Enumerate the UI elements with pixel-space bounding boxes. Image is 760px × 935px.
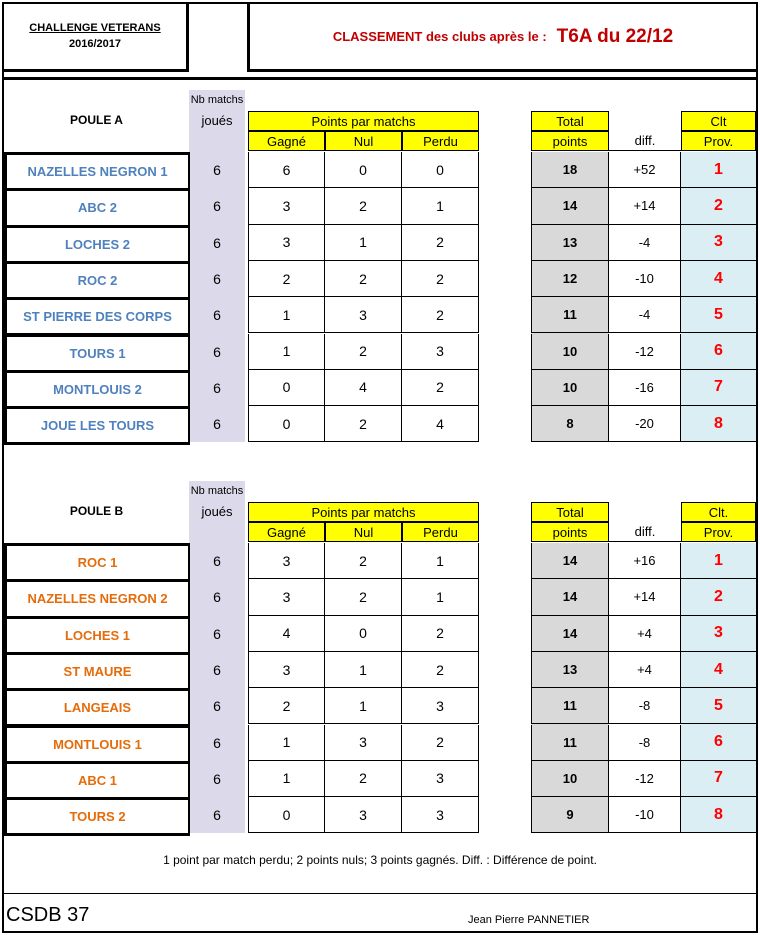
team-name: LOCHES 1	[4, 616, 190, 655]
classement-header	[247, 4, 756, 72]
lost-cell: 3	[402, 797, 479, 833]
won-cell: 2	[248, 261, 325, 297]
draw-cell: 1	[325, 688, 402, 724]
played-cell: 6	[213, 589, 221, 606]
lost-cell: 3	[402, 334, 479, 370]
total-header: Total	[531, 502, 609, 522]
diff-cell: -4	[609, 297, 681, 333]
points-per-match-header: Points par matchs	[248, 502, 479, 522]
lost-cell: 2	[402, 370, 479, 406]
won-header: Gagné	[248, 522, 325, 542]
rank-header: Clt.	[681, 502, 756, 522]
draw-cell: 2	[325, 543, 402, 579]
won-cell: 3	[248, 652, 325, 688]
rank-header: Clt	[681, 111, 756, 131]
rank-header-prov: Prov.	[681, 131, 756, 151]
diff-cell: -8	[609, 725, 681, 761]
footer-divider	[4, 893, 756, 894]
points-cell: 14	[531, 579, 609, 615]
draw-cell: 0	[325, 616, 402, 652]
draw-cell: 2	[325, 761, 402, 797]
challenge-title: CHALLENGE VETERANS	[29, 22, 161, 34]
draw-cell: 1	[325, 225, 402, 261]
draw-cell: 3	[325, 725, 402, 761]
won-cell: 6	[248, 152, 325, 188]
draw-header: Nul	[325, 522, 402, 542]
diff-cell: -20	[609, 406, 681, 442]
played-cell: 6	[213, 198, 221, 215]
season-label: 2016/2017	[69, 38, 121, 50]
points-cell: 14	[531, 188, 609, 224]
diff-cell: +4	[609, 652, 681, 688]
points-per-match-header: Points par matchs	[248, 111, 479, 131]
draw-cell: 2	[325, 188, 402, 224]
won-cell: 1	[248, 725, 325, 761]
played-cell: 6	[213, 698, 221, 715]
played-cell: 6	[213, 307, 221, 324]
team-name: ST MAURE	[4, 652, 190, 691]
lost-cell: 2	[402, 261, 479, 297]
diff-cell: +52	[609, 152, 681, 188]
pool-name: POULE A	[70, 113, 123, 127]
draw-cell: 3	[325, 797, 402, 833]
lost-cell: 3	[402, 761, 479, 797]
lost-cell: 2	[402, 652, 479, 688]
team-name: JOUE LES TOURS	[4, 406, 190, 445]
rank-cell: 5	[681, 297, 756, 333]
total-header: Total	[531, 111, 609, 131]
played-cell: 6	[213, 162, 221, 179]
played-cell: 6	[213, 343, 221, 360]
rank-cell: 2	[681, 188, 756, 224]
played-header-1: Nb matchs	[190, 485, 244, 497]
played-cell: 6	[213, 379, 221, 396]
won-cell: 3	[248, 188, 325, 224]
won-cell: 1	[248, 761, 325, 797]
points-cell: 10	[531, 370, 609, 406]
diff-header: diff.	[609, 522, 681, 542]
header-divider	[4, 77, 756, 80]
won-cell: 3	[248, 543, 325, 579]
diff-cell: -12	[609, 761, 681, 797]
draw-header: Nul	[325, 131, 402, 151]
lost-cell: 1	[402, 579, 479, 615]
team-name: LOCHES 2	[4, 225, 190, 264]
points-cell: 14	[531, 616, 609, 652]
diff-cell: +4	[609, 616, 681, 652]
lost-cell: 2	[402, 616, 479, 652]
lost-header: Perdu	[402, 522, 479, 542]
played-cell: 6	[213, 807, 221, 824]
won-cell: 2	[248, 688, 325, 724]
team-name: MONTLOUIS 2	[4, 370, 190, 409]
points-cell: 11	[531, 725, 609, 761]
org-label: CSDB 37	[6, 904, 90, 926]
won-cell: 0	[248, 797, 325, 833]
round-label: T6A du 22/12	[556, 25, 674, 47]
draw-cell: 2	[325, 261, 402, 297]
pool-name: POULE B	[69, 504, 124, 518]
team-name: ROC 2	[4, 261, 190, 300]
draw-cell: 3	[325, 297, 402, 333]
diff-header: diff.	[609, 131, 681, 151]
won-cell: 3	[248, 579, 325, 615]
points-cell: 14	[531, 543, 609, 579]
rank-cell: 3	[681, 616, 756, 652]
won-cell: 1	[248, 334, 325, 370]
team-name: LANGEAIS	[4, 688, 190, 727]
lost-cell: 4	[402, 406, 479, 442]
points-cell: 18	[531, 152, 609, 188]
author-label: Jean Pierre PANNETIER	[468, 914, 590, 926]
lost-cell: 1	[402, 543, 479, 579]
won-cell: 1	[248, 297, 325, 333]
rank-cell: 6	[681, 725, 756, 761]
team-name: MONTLOUIS 1	[4, 725, 190, 764]
rank-cell: 1	[681, 543, 756, 579]
points-cell: 11	[531, 688, 609, 724]
diff-cell: -8	[609, 688, 681, 724]
played-cell: 6	[213, 625, 221, 642]
lost-cell: 0	[402, 152, 479, 188]
lost-cell: 2	[402, 725, 479, 761]
won-cell: 3	[248, 225, 325, 261]
diff-cell: -10	[609, 797, 681, 833]
played-cell: 6	[213, 416, 221, 433]
lost-cell: 1	[402, 188, 479, 224]
played-cell: 6	[213, 234, 221, 251]
rank-cell: 5	[681, 688, 756, 724]
played-header-2: joués	[201, 112, 233, 128]
points-cell: 12	[531, 261, 609, 297]
played-header-1: Nb matchs	[190, 94, 244, 106]
draw-cell: 1	[325, 652, 402, 688]
team-name: NAZELLES NEGRON 2	[4, 579, 190, 618]
rank-cell: 7	[681, 370, 756, 406]
draw-cell: 2	[325, 334, 402, 370]
diff-cell: -10	[609, 261, 681, 297]
rank-cell: 4	[681, 261, 756, 297]
diff-cell: -4	[609, 225, 681, 261]
team-name: ABC 2	[4, 188, 190, 227]
points-cell: 8	[531, 406, 609, 442]
diff-cell: +16	[609, 543, 681, 579]
diff-cell: +14	[609, 188, 681, 224]
points-cell: 13	[531, 652, 609, 688]
team-name: TOURS 2	[4, 797, 190, 836]
lost-cell: 2	[402, 225, 479, 261]
classement-title: CLASSEMENT des clubs après le :	[332, 29, 547, 44]
rank-cell: 7	[681, 761, 756, 797]
diff-cell: -16	[609, 370, 681, 406]
played-cell: 6	[213, 553, 221, 570]
points-cell: 11	[531, 297, 609, 333]
won-cell: 0	[248, 406, 325, 442]
rank-cell: 6	[681, 334, 756, 370]
lost-cell: 3	[402, 688, 479, 724]
team-name: ROC 1	[4, 543, 190, 582]
draw-cell: 2	[325, 406, 402, 442]
played-cell: 6	[213, 271, 221, 288]
draw-cell: 0	[325, 152, 402, 188]
team-name: TOURS 1	[4, 334, 190, 373]
won-cell: 0	[248, 370, 325, 406]
played-cell: 6	[213, 734, 221, 751]
lost-cell: 2	[402, 297, 479, 333]
team-name: NAZELLES NEGRON 1	[4, 152, 190, 191]
lost-header: Perdu	[402, 131, 479, 151]
draw-cell: 4	[325, 370, 402, 406]
played-cell: 6	[213, 662, 221, 679]
points-header: points	[531, 131, 609, 151]
team-name: ST PIERRE DES CORPS	[4, 297, 190, 336]
rank-cell: 4	[681, 652, 756, 688]
draw-cell: 2	[325, 579, 402, 615]
points-cell: 13	[531, 225, 609, 261]
diff-cell: +14	[609, 579, 681, 615]
played-header-2: joués	[201, 503, 233, 519]
rank-cell: 2	[681, 579, 756, 615]
rank-cell: 8	[681, 406, 756, 442]
won-header: Gagné	[248, 131, 325, 151]
rank-cell: 1	[681, 152, 756, 188]
points-cell: 10	[531, 761, 609, 797]
scoring-note: 1 point par match perdu; 2 points nuls; 3 points gagnés. Diff. : Différence de point.	[163, 853, 597, 867]
rank-cell: 3	[681, 225, 756, 261]
diff-cell: -12	[609, 334, 681, 370]
rank-header-prov: Prov.	[681, 522, 756, 542]
played-cell: 6	[213, 770, 221, 787]
points-cell: 10	[531, 334, 609, 370]
won-cell: 4	[248, 616, 325, 652]
points-cell: 9	[531, 797, 609, 833]
team-name: ABC 1	[4, 761, 190, 800]
challenge-header	[4, 4, 189, 72]
points-header: points	[531, 522, 609, 542]
rank-cell: 8	[681, 797, 756, 833]
